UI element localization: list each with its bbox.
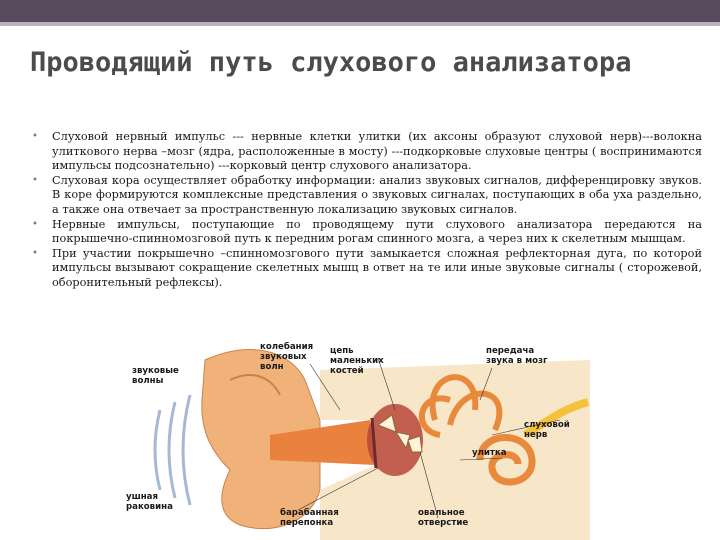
ear-anatomy-figure [120,340,600,540]
label-ossicles: цепь маленьких костей [330,346,384,376]
bullet-list [30,130,702,291]
label-sound-waves: звуковые волны [132,366,179,386]
label-sound-vibrations: колебания звуковых волн [260,342,314,372]
label-eardrum: барабанная перепонка [280,508,339,528]
bullet-item: • При участии покрышечно –спинномозгового пути замыкается сложная рефлекторная дуга, по которой импульсы вызывают сокращение скелетных мышц в ответ на те или иные звуковые сигналы ( сторожевой, оборонительный рефлексы). [30,247,702,291]
label-transmission: передача звука в мозг [486,346,548,366]
label-auditory-nerve: слуховой нерв [524,420,570,440]
sound-waves-graphic [155,395,190,505]
top-accent-line [0,22,720,26]
bullet-item: • Нервные импульсы, поступающие по проводящему пути слухового анализатора передаются на покрышечно-спинномозговой путь к передним рогам спинного мозга, а через них к скелетным мышцам. [30,218,702,247]
bullet-item: • Слуховая кора осуществляет обработку информации: анализ звуковых сигналов, дифференцировку звуков. В коре формируются комплексные представления о звуковых сигналах, поступающих в оба уха раздельно, а также она отвечает за пространственную локализацию звуковых сигналов. [30,174,702,218]
top-decorative-bar [0,0,720,22]
label-cochlea: улитка [472,448,507,458]
label-auricle: ушная раковина [126,492,173,512]
label-oval-window: овальное отверстие [418,508,469,528]
bullet-item: • Слуховой нервный импульс --- нервные клетки улитки (их аксоны образуют слуховой нерв)---волокна улиткового нерва –мозг (ядра, расположенные в мосту) ---подкорковые слуховые центры ( воспринимаются импульсы подсознательно) ---корковый центр слухового анализатора. [30,130,702,174]
slide-title: Проводящий путь слухового анализатора [30,47,632,78]
